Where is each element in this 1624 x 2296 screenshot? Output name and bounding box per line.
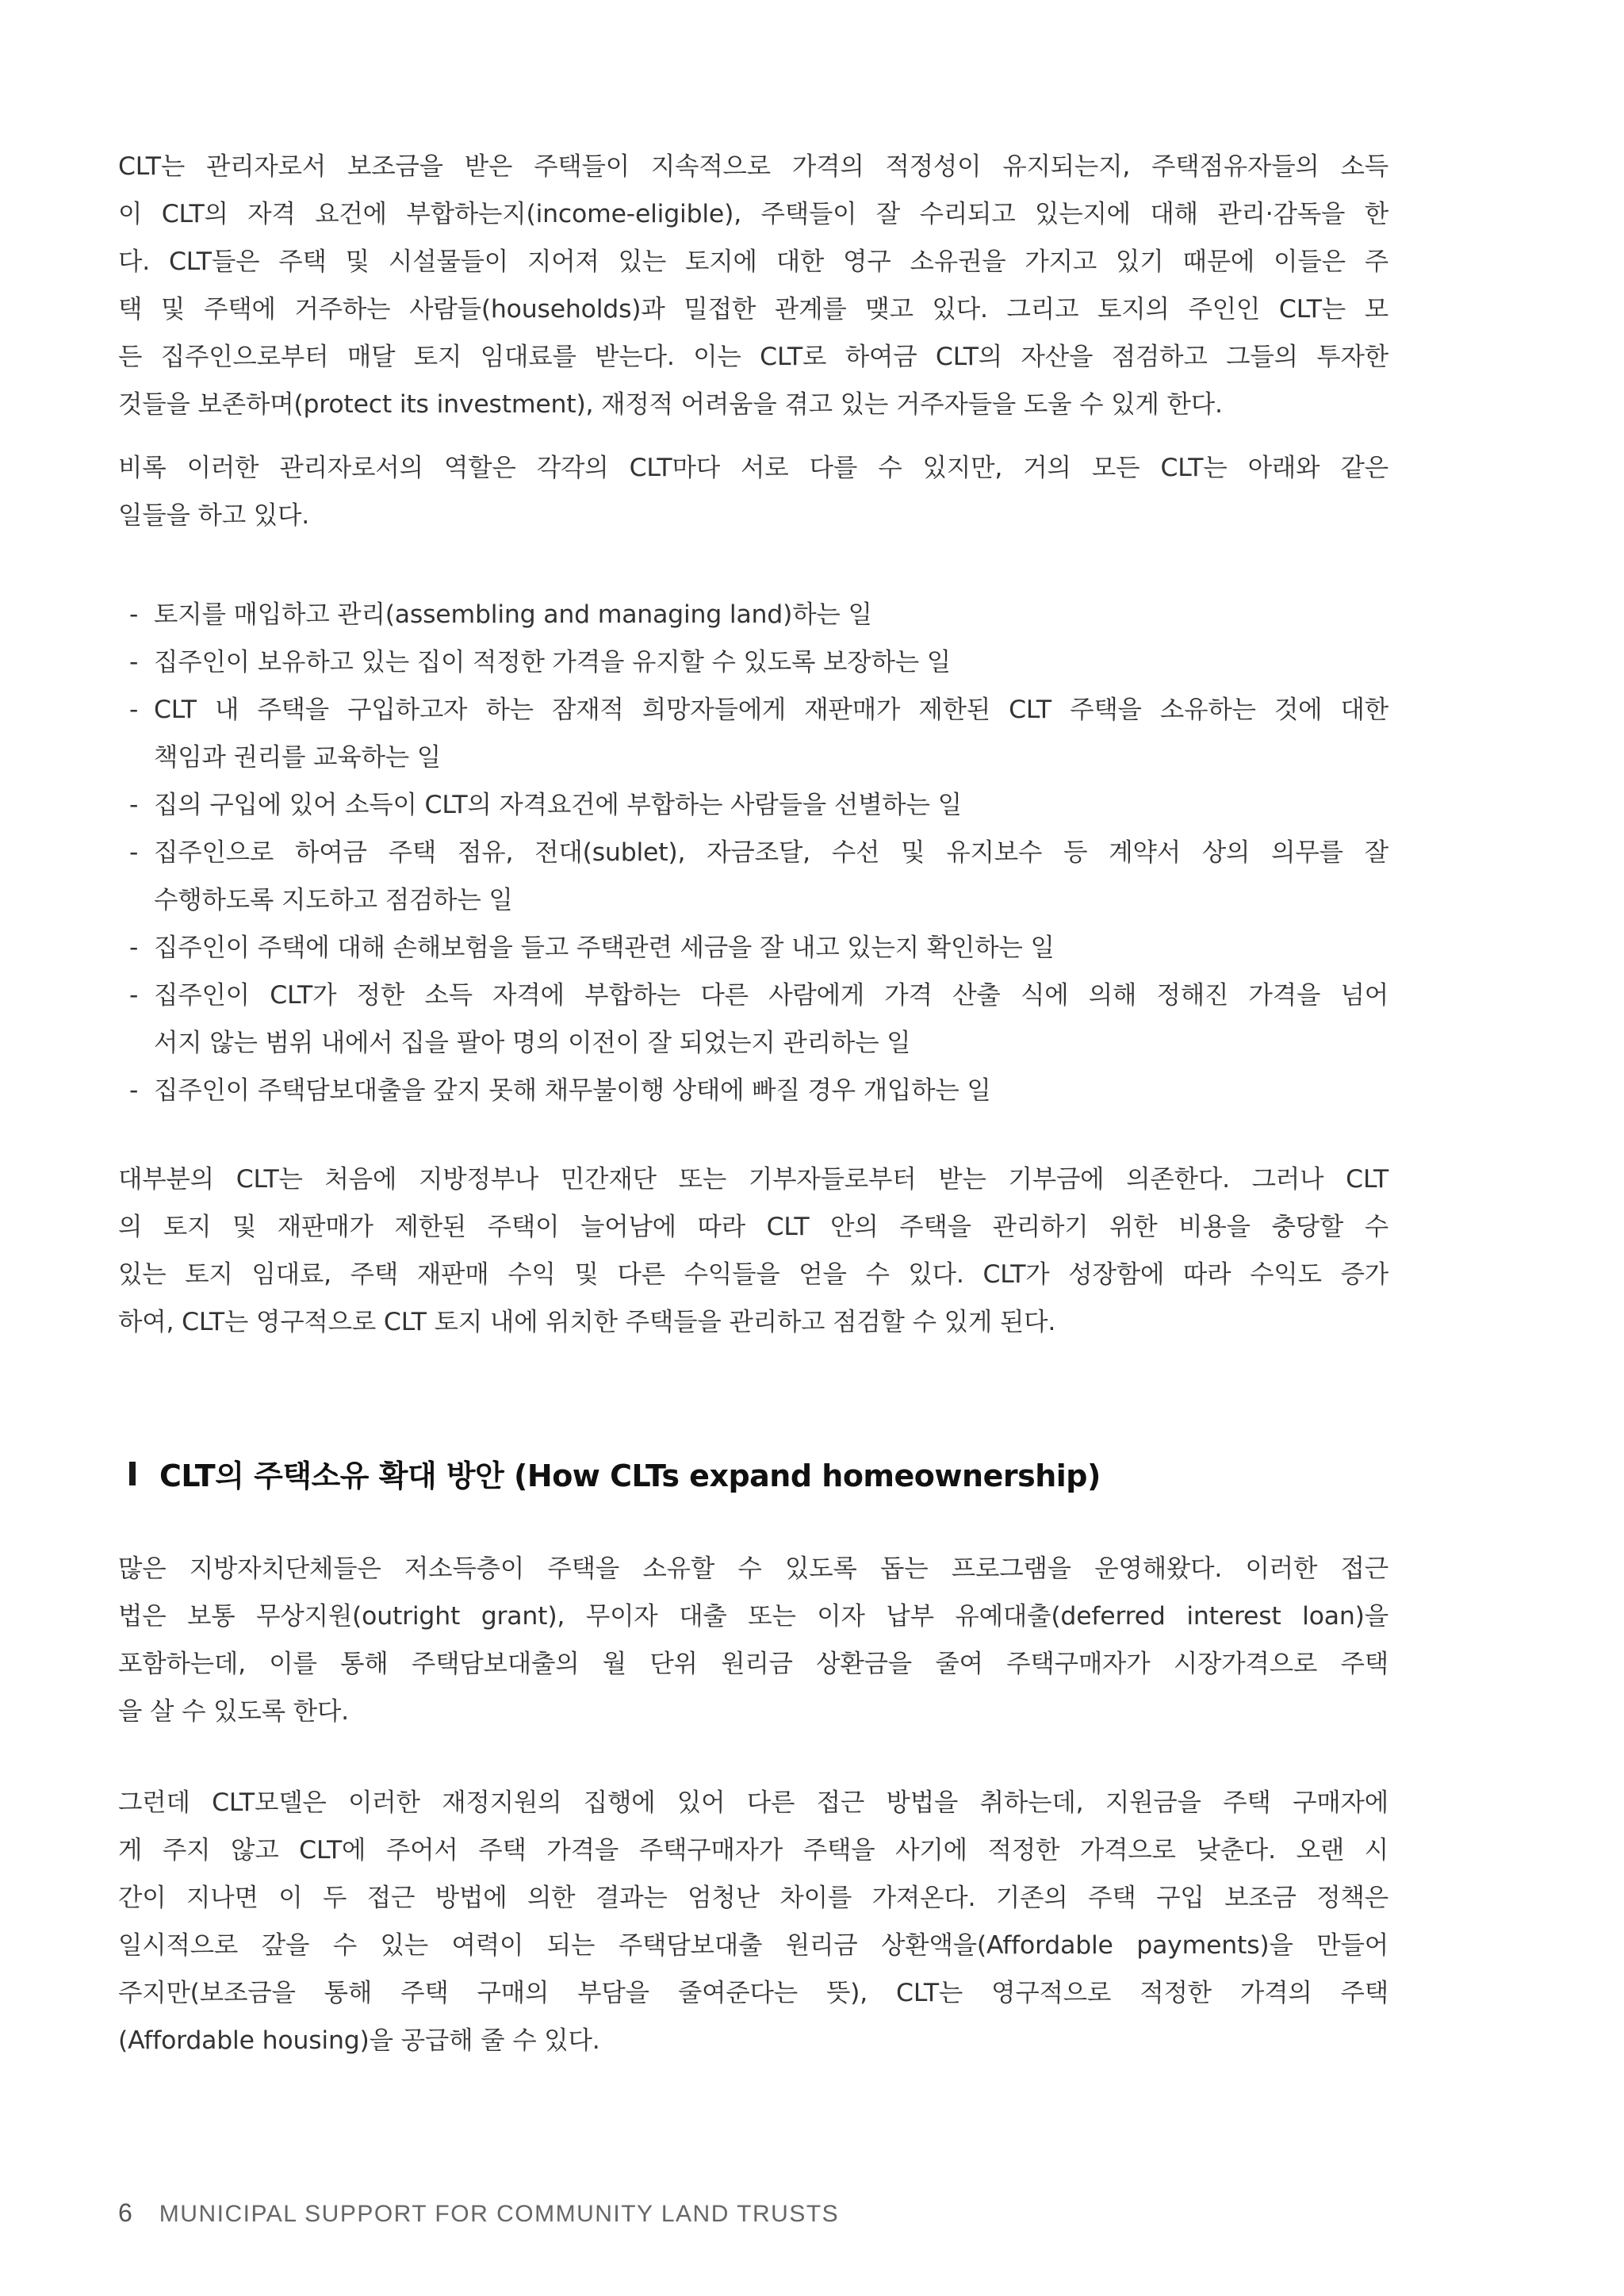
list-item (118, 638, 1388, 686)
paragraph-line: 있는 토지 임대료, 주택 재판매 수익 및 다른 수익들을 얻을 수 있다. CLT가 성장함에 따라 수익도 증가 (118, 1260, 1388, 1289)
bullet-dash: - (129, 791, 139, 819)
list-item-text: 집주인이 보유하고 있는 집이 적정한 가격을 유지할 수 있도록 보장하는 일 (154, 648, 952, 677)
paragraph-line: 많은 지방자치단체들은 저소득층이 주택을 소유할 수 있도록 돕는 프로그램을 운영해왔다. 이러한 접근 (118, 1554, 1388, 1583)
list-item-text: 수행하도록 지도하고 점검하는 일 (154, 886, 513, 914)
list-item-text: 집주인으로 하여금 주택 점유, 전대(sublet), 자금조달, 수선 및 유지보수 등 계약서 상의 의무를 잘 (154, 838, 1388, 867)
running-title: MUNICIPAL SUPPORT FOR COMMUNITY LAND TRUSTS (159, 2201, 840, 2227)
paragraph-line: 법은 보통 무상지원(outright grant), 무이자 대출 또는 이자 납부 유예대출(deferred interest loan)을 (118, 1602, 1388, 1631)
list-item (118, 1067, 1388, 1114)
paragraph-line: 택 및 주택에 거주하는 사람들(households)과 밀접한 관계를 맺고 있다. 그리고 토지의 주인인 CLT는 모 (118, 295, 1388, 324)
page-footer (118, 2198, 839, 2228)
section-heading (129, 1451, 1101, 1495)
list-item (118, 972, 1388, 1067)
body-paragraph-1 (118, 143, 1388, 428)
list-item (118, 686, 1388, 781)
list-item-text: 책임과 권리를 교육하는 일 (154, 743, 441, 772)
bullet-dash: - (129, 600, 139, 629)
paragraph-line: 간이 지나면 이 두 접근 방법에 의한 결과는 엄청난 차이를 가져온다. 기존의 주택 구입 보조금 정책은 (118, 1884, 1388, 1912)
paragraph-line: CLT는 관리자로서 보조금을 받은 주택들이 지속적으로 가격의 적정성이 유지되는지, 주택점유자들의 소득 (118, 152, 1388, 181)
body-paragraph-3 (118, 1156, 1388, 1346)
list-item-text: 서지 않는 범위 내에서 집을 팔아 명의 이전이 잘 되었는지 관리하는 일 (154, 1029, 911, 1057)
paragraph-line: 그런데 CLT모델은 이러한 재정지원의 집행에 있어 다른 접근 방법을 취하는데, 지원금을 주택 구매자에 (118, 1788, 1388, 1817)
paragraph-line: 의 토지 및 재판매가 제한된 주택이 늘어남에 따라 CLT 안의 주택을 관리하기 위한 비용을 충당할 수 (118, 1213, 1388, 1241)
list-item (118, 829, 1388, 924)
paragraph-line: 다. CLT들은 주택 및 시설물들이 지어져 있는 토지에 대한 영구 소유권을 가지고 있기 때문에 이들은 주 (118, 247, 1388, 276)
list-item-text: CLT 내 주택을 구입하고자 하는 잠재적 희망자들에게 재판매가 제한된 CLT 주택을 소유하는 것에 대한 (154, 696, 1388, 724)
paragraph-line: 대부분의 CLT는 처음에 지방정부나 민간재단 또는 기부자들로부터 받는 기부금에 의존한다. 그러나 CLT (118, 1165, 1388, 1194)
section-title: CLT의 주택소유 확대 방안 (How CLTs expand homeownership) (159, 1458, 1101, 1493)
list-item (118, 924, 1388, 972)
bullet-dash: - (129, 933, 139, 962)
paragraph-line: 포함하는데, 이를 통해 주택담보대출의 월 단위 원리금 상환금을 줄여 주택구매자가 시장가격으로 주택 (118, 1650, 1388, 1678)
paragraph-line: 게 주지 않고 CLT에 주어서 주택 가격을 주택구매자가 주택을 사기에 적정한 가격으로 낮춘다. 오랜 시 (118, 1836, 1388, 1865)
section-paragraph-2 (118, 1779, 1388, 2064)
list-item-text: 집주인이 CLT가 정한 소득 자격에 부합하는 다른 사람에게 가격 산출 식에 의해 정해진 가격을 넘어 (154, 981, 1388, 1010)
list-item-text: 집주인이 주택에 대해 손해보험을 들고 주택관련 세금을 잘 내고 있는지 확인하는 일 (154, 933, 1055, 962)
body-paragraph-2 (118, 444, 1388, 539)
paragraph-line: 든 집주인으로부터 매달 토지 임대료를 받는다. 이는 CLT로 하여금 CLT의 자산을 점검하고 그들의 투자한 (118, 343, 1388, 371)
paragraph-line: 하여, CLT는 영구적으로 CLT 토지 내에 위치한 주택들을 관리하고 점검할 수 있게 된다. (118, 1308, 1056, 1336)
bullet-dash: - (129, 696, 139, 724)
paragraph-line: (Affordable housing)을 공급해 줄 수 있다. (118, 2026, 600, 2055)
bullet-dash: - (129, 648, 139, 677)
bullet-dash: - (129, 981, 139, 1010)
paragraph-line: 이 CLT의 자격 요건에 부합하는지(income-eligible), 주택들이 잘 수리되고 있는지에 대해 관리·감독을 한 (118, 200, 1388, 228)
paragraph-line: 일들을 하고 있다. (118, 501, 310, 530)
paragraph-line: 것들을 보존하며(protect its investment), 재정적 어려움을 겪고 있는 거주자들을 도울 수 있게 한다. (118, 390, 1223, 419)
list-item-text: 집의 구입에 있어 소득이 CLT의 자격요건에 부합하는 사람들을 선별하는 일 (154, 791, 962, 819)
bullet-dash: - (129, 1076, 139, 1105)
section-marker (129, 1462, 136, 1485)
section-paragraph-1 (118, 1545, 1388, 1735)
paragraph-line: 을 살 수 있도록 한다. (118, 1697, 349, 1726)
list-item (118, 781, 1388, 829)
paragraph-line: 주지만(보조금을 통해 주택 구매의 부담을 줄여준다는 뜻), CLT는 영구적으로 적정한 가격의 주택 (118, 1979, 1388, 2007)
paragraph-line: 일시적으로 갚을 수 있는 여력이 되는 주택담보대출 원리금 상환액을(Affordable payments)을 만들어 (118, 1931, 1388, 1960)
bullet-dash: - (129, 838, 139, 867)
duties-bullet-list (118, 591, 1388, 1114)
list-item (118, 591, 1388, 638)
list-item-text: 집주인이 주택담보대출을 갚지 못해 채무불이행 상태에 빠질 경우 개입하는 일 (154, 1076, 991, 1105)
list-item-text: 토지를 매입하고 관리(assembling and managing land)하는 일 (154, 600, 872, 629)
page-number: 6 (118, 2198, 132, 2227)
paragraph-line: 비록 이러한 관리자로서의 역할은 각각의 CLT마다 서로 다를 수 있지만, 거의 모든 CLT는 아래와 같은 (118, 454, 1388, 482)
